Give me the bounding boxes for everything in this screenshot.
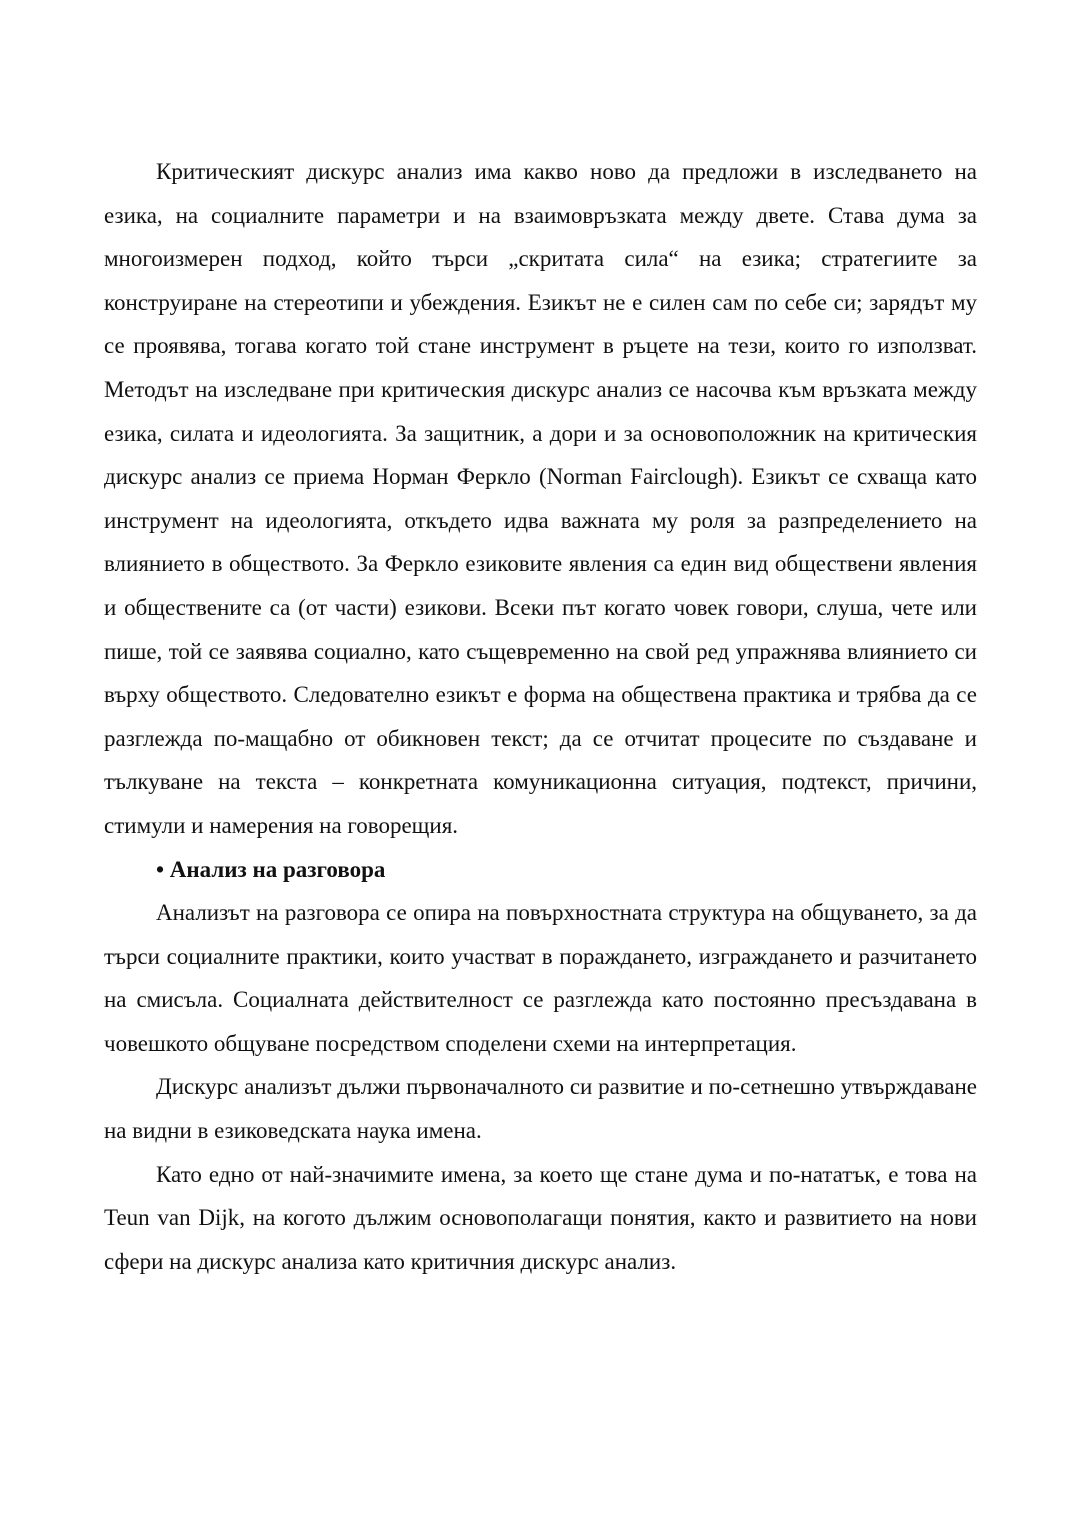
- section-heading-conversation-analysis: • Анализ на разговора: [156, 856, 386, 882]
- paragraph-conversation-analysis: Анализът на разговора се опира на повърхностната структура на общуването, за да търси социалните практики, които участват в пораждането, изграждането и разчитането на смисъла. Социалната действителност се разглежда като постоянно пресъздавана в човешкото общуване посредством споделени схеми на интерпретация.: [104, 900, 977, 1056]
- paragraph-discourse-analysis-origins: Дискурс анализът дължи първоначалното си развитие и по-сетнешно утвърждаване на видни в езиковедската наука имена.: [104, 1074, 977, 1144]
- document-page: [104, 150, 977, 1283]
- paragraph-teun-van-dijk: Като едно от най-значимите имена, за което ще стане дума и по-нататък, е това на Teun van Dijk, на когото дължим основополагащи понятия, както и развитието на нови сфери на дискурс анализа като критичния дискурс анализ.: [104, 1161, 977, 1274]
- paragraph-critical-discourse-analysis: Критическият дискурс анализ има какво ново да предложи в изследването на езика, на социалните параметри и на взаимовръзката между двете. Става дума за многоизмерен подход, който търси „скритата сила“ на езика; стратегиите за конструиране на стереотипи и убеждения. Езикът не е силен сам по себе си; зарядът му се проявява, тогава когато той стане инструмент в ръцете на тези, които го използват. Методът на изследване при критическия дискурс анализ се насочва към връзката между езика, силата и идеологията. За защитник, а дори и за основоположник на критическия дискурс анализ се приема Норман Ферклo (Norman Fairclough). Езикът се схваща като инструмент на идеологията, откъдето идва важната му роля за разпределението на влиянието в обществото. За Ферклo езиковите явления са един вид обществени явления и обществените са (от части) езикови. Всеки път когато човек говори, слуша, чете или пише, той се заявява социално, като същевременно на свой ред упражнява влиянието си върху обществото. Следователно езикът е форма на обществена практика и трябва да се разглежда по-мащабно от обикновен текст; да се отчитат процесите по създаване и тълкуване на текста – конкретната комуникационна ситуация, подтекст, причини, стимули и намерения на говорещия.: [104, 159, 977, 838]
